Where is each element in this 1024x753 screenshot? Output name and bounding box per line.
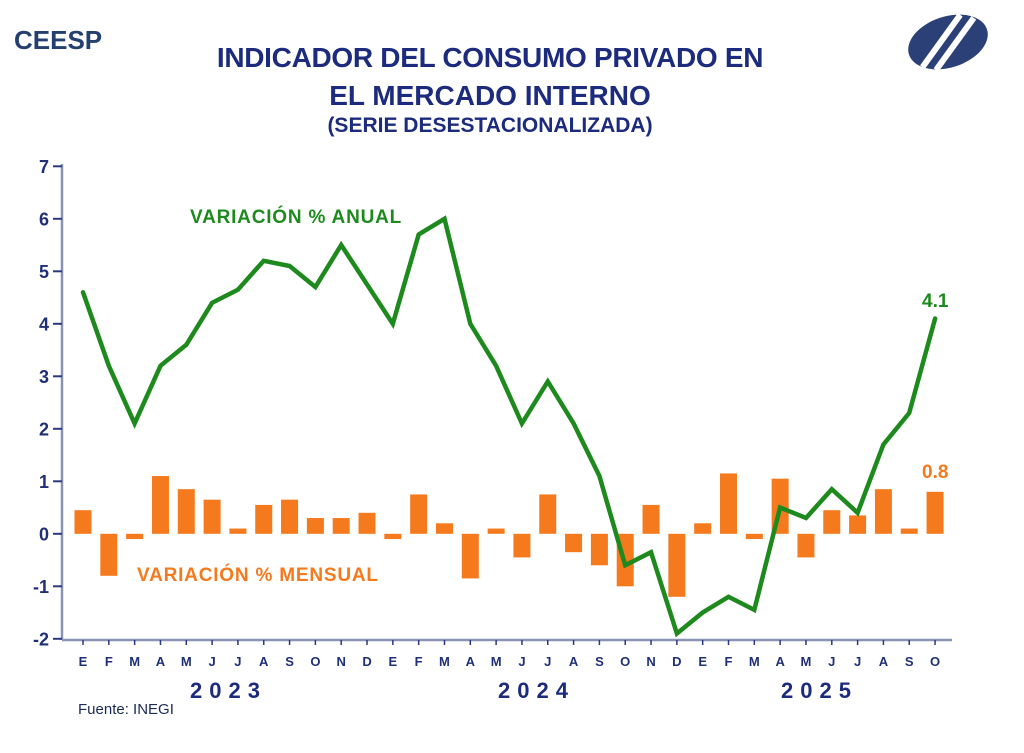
month-label: A: [775, 654, 785, 669]
bar: [255, 505, 272, 534]
bar: [229, 529, 246, 534]
month-label: D: [362, 654, 372, 669]
bar: [565, 534, 582, 552]
bar: [410, 494, 427, 533]
month-label: O: [929, 654, 941, 669]
bar: [152, 476, 169, 534]
bar: [720, 473, 737, 533]
month-label: S: [904, 654, 914, 669]
month-label: J: [234, 654, 242, 669]
bar: [591, 534, 608, 566]
month-label: M: [180, 654, 192, 669]
month-label: N: [646, 654, 656, 669]
month-label: F: [414, 654, 423, 669]
month-label: S: [285, 654, 294, 669]
bar: [178, 489, 195, 534]
y-tick-label: 6: [38, 209, 49, 230]
bar: [436, 523, 453, 534]
bar: [204, 500, 221, 534]
month-label: E: [388, 654, 398, 669]
page-title-line-1: INDICADOR DEL CONSUMO PRIVADO EN: [216, 42, 764, 73]
y-tick-label: 1: [38, 471, 49, 492]
page-title-line-2: EL MERCADO INTERNO: [329, 80, 651, 111]
bar: [488, 529, 505, 534]
bar: [75, 510, 92, 534]
month-label: A: [878, 654, 889, 669]
month-label: J: [828, 654, 836, 669]
year-label-2023: 2023: [190, 678, 267, 703]
bar: [100, 534, 117, 576]
month-label: J: [518, 654, 526, 669]
month-label: A: [155, 654, 166, 669]
month-label: D: [672, 654, 682, 669]
y-tick-label: 4: [38, 314, 49, 335]
y-tick-label: 0: [38, 524, 49, 545]
year-label-2025: 2025: [781, 678, 858, 703]
y-tick-label: -1: [32, 576, 49, 597]
bar: [384, 534, 401, 539]
month-label: J: [853, 654, 862, 669]
month-label: F: [104, 654, 113, 669]
bar: [513, 534, 530, 558]
month-label: O: [620, 654, 631, 669]
bar: [359, 513, 376, 534]
bar: [797, 534, 814, 558]
bar: [849, 515, 866, 533]
y-tick-label: -2: [32, 629, 49, 650]
bar-end-value-label: 0.8: [922, 462, 949, 483]
ceesp-wordmark: CEESP: [14, 25, 103, 55]
bar: [668, 534, 685, 597]
month-label: E: [698, 654, 708, 669]
month-label: M: [490, 654, 502, 669]
bar: [307, 518, 324, 534]
month-label: M: [129, 654, 141, 669]
month-label: M: [748, 654, 760, 669]
legend-monthly-variation: VARIACIÓN % MENSUAL: [137, 565, 379, 586]
bar: [333, 518, 350, 534]
month-label: N: [336, 654, 346, 669]
month-label: M: [800, 654, 812, 669]
y-tick-label: 2: [38, 419, 49, 440]
month-label: A: [259, 654, 269, 669]
month-label: S: [595, 654, 604, 669]
y-tick-label: 5: [38, 261, 49, 282]
source-note: Fuente: INEGI: [78, 701, 174, 718]
month-label: J: [544, 654, 552, 669]
month-label: J: [208, 654, 216, 669]
bar: [927, 492, 944, 534]
y-tick-label: 7: [38, 156, 49, 177]
bar: [643, 505, 660, 534]
bar: [694, 523, 711, 534]
bar: [539, 494, 556, 533]
bar: [462, 534, 479, 579]
month-label: M: [439, 654, 450, 669]
bar: [281, 500, 298, 534]
month-label: O: [310, 654, 321, 669]
month-label: A: [568, 654, 579, 669]
legend-annual-variation: VARIACIÓN % ANUAL: [190, 207, 403, 228]
month-label: E: [78, 654, 88, 669]
month-label: F: [724, 654, 733, 669]
bar: [875, 489, 892, 534]
bar: [901, 529, 918, 534]
page-subtitle: (SERIE DESESTACIONALIZADA): [327, 114, 653, 137]
bar: [823, 510, 840, 534]
month-label: A: [465, 654, 475, 669]
y-tick-label: 3: [38, 366, 49, 387]
year-label-2024: 2024: [498, 678, 575, 703]
bar: [126, 534, 143, 539]
line-end-value-label: 4.1: [922, 291, 949, 312]
bar: [746, 534, 763, 539]
